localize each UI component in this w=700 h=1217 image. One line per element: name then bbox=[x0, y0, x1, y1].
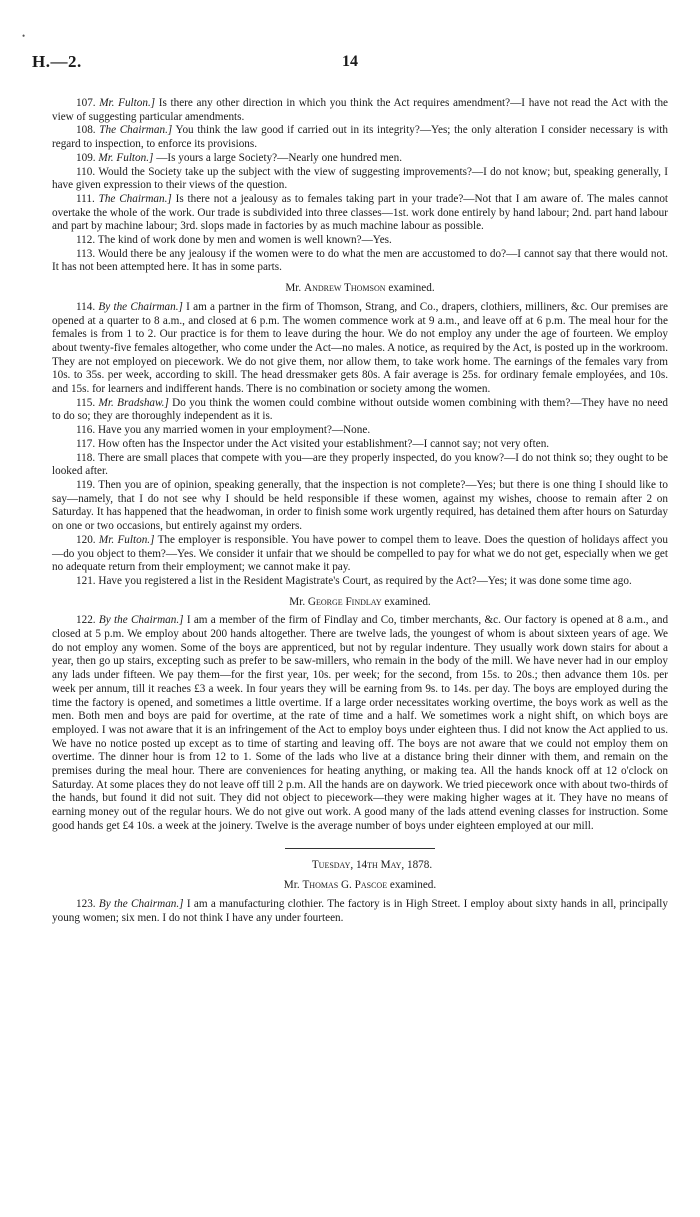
question-paragraph bbox=[52, 614, 668, 833]
speaker-label: By the Chairman.] bbox=[98, 897, 184, 910]
question-number: 118. bbox=[76, 451, 96, 464]
question-number: 111. bbox=[76, 192, 95, 205]
question-number: 113. bbox=[76, 247, 96, 260]
sitting-date: Tuesday, 14th May, 1878. bbox=[311, 858, 433, 871]
paragraph-text: I am a manufacturing clothier. The factory is in High Street. I employ about sixty hands in all, principally young women; six men. I do not think I have any under fourteen. bbox=[52, 897, 669, 924]
speaker-label: Mr. Bradshaw.] bbox=[98, 396, 169, 409]
document-reference: H.—2. bbox=[32, 52, 82, 71]
paragraph-text: Would there be any jealousy if the women were to do what the men are accustomed to do?—I cannot say that there would not. It has not been attempted here. It has in some parts. bbox=[52, 247, 668, 274]
heading-suffix: examined. bbox=[389, 879, 437, 892]
question-paragraph bbox=[52, 248, 668, 275]
witness-name: Thomas G. Pascoe bbox=[302, 879, 388, 892]
question-paragraph bbox=[52, 438, 668, 452]
witness-heading bbox=[52, 879, 668, 893]
question-number: 110. bbox=[76, 165, 96, 178]
paragraph-text: I am a partner in the firm of Thomson, Strang, and Co., drapers, clothiers, milliners, &c. Our premises are opened at a quarter to 8 a.m., and closed at 6 p.m. The women commence work at 9 a.m., and leave off at 6 p.m. The meal hour for the females is from 1 to 2. Our practice is for them to leave during the hour. We do not employ any under the age of fourteen. We employ about twenty-five females altogether, who come under the Act—no males. A notice, as required by the Act, is posted up in the workroom. They are not employed on piecework. We do not give them, nor allow them, to take work home. The earnings of the females vary from 10s. to 35s. per week, according to skill. The head dressmaker gets 80s. A fair average is 25s. for ordinary female employées, and 10s. and 15s. for learners and indifferent hands. There is no combination or society among the women. bbox=[52, 300, 669, 396]
paragraph-text: There are small places that compete with you—are they properly inspected, do you know?—I do not think so; they ought to be looked after. bbox=[52, 451, 668, 478]
question-number: 112. bbox=[76, 234, 96, 247]
paragraph-text: I am a member of the firm of Findlay and Co, timber merchants, &c. Our factory is opened at 8 a.m., and closed at 5 p.m. We employ about 200 hands altogether. There are twelve lads, the youngest of whom is about sixteen years of age. We do not employ any women. Some of the boys are apprenticed, but not by regular indenture. They usually work down stairs for about a year, then go up stairs, excepting such as prefer to be saw-millers, who remain in the body of the mill. We have never had in our employ any lads under fifteen. We pay them—for the first year, 10s. per week; for the second, from 15s. to 20s.; then advance them 10s. per week per annum, till it reaches £3 a week. In four years they will be earning from 9s. to 14s. per day. The boys are employed during the time the factory is opened, and sometimes a little overtime. If a large order necessitates working overtime, the boys work as well as the men. Both men and boys are paid for overtime, at the rate of time and a half. We sometimes work a night shift, on which boys are employed. I was not aware that it is an infringement of the Act to employ boys under eighteen thus. I did not know the Act applied to us. We have no notice posted up except as to time of starting and leaving off. The boys are not aware that we could not employ them on overtime. The dinner hour is from 12 to 1. Some of the lads who live at a distance bring their dinner with them, and remain on the premises during the meal hour. There are conveniences for heating anything, or making tea. All the hands knock off at 12 o'clock on Saturday. At some places they do not leave off till 2 p.m. All the hands are on daywork. We tried piecework once with about two-thirds of the hands, but found it did not suit. They did not object to piecework—they were making higher wages at it. They have no means of earning money out of the regular hours. We do not give out work. A good many of the lads attend evening classes for instruction. Some good hands get £4 10s. a week at the joinery. Twelve is the average number of boys under eighteen employed at our mill. bbox=[52, 614, 669, 832]
speaker-label: Mr. Fulton.] bbox=[99, 97, 156, 109]
question-number: 120. bbox=[76, 533, 96, 546]
paragraph-text: Would the Society take up the subject with the view of suggesting improvements?—I do not know; but, speaking generally, I have given expression to their views of the question. bbox=[52, 165, 668, 192]
paragraph-text: How often has the Inspector under the Act visited your establishment?—I cannot say; not very often. bbox=[97, 437, 550, 450]
speaker-label: The Chairman.] bbox=[99, 124, 173, 137]
paragraph-text: Then you are of opinion, speaking generally, that the inspection is not complete?—Yes; but there is one thing I should like to say—namely, that I do not see why I should be held responsible if these women, against my wishes, choose to remain after 2 on Saturday. It has happened that the headwoman, in order to finish some work urgently required, has detained them after hours on Saturday on one or two occasions, but entirely against my orders. bbox=[52, 478, 668, 533]
heading-suffix: examined. bbox=[388, 282, 435, 295]
paragraph-text: Do you think the women could combine without outside women combining with them?—They have no need to do so; they are thoroughly independent as it is. bbox=[52, 396, 669, 423]
question-number: 114. bbox=[76, 300, 96, 313]
question-paragraph bbox=[52, 124, 668, 151]
question-paragraph bbox=[52, 193, 668, 234]
question-paragraph bbox=[52, 397, 668, 424]
question-number: 121. bbox=[76, 574, 96, 587]
question-paragraph bbox=[52, 479, 668, 534]
document-body bbox=[52, 97, 668, 925]
speaker-label: By the Chairman.] bbox=[98, 614, 184, 627]
question-paragraph bbox=[52, 152, 668, 166]
paragraph-text: The kind of work done by men and women is well known?—Yes. bbox=[97, 234, 392, 247]
question-number: 117. bbox=[76, 437, 96, 450]
heading-prefix: Mr. bbox=[283, 879, 300, 892]
question-number: 123. bbox=[76, 897, 96, 910]
heading-prefix: Mr. bbox=[289, 595, 306, 608]
question-paragraph bbox=[52, 234, 668, 248]
question-paragraph bbox=[52, 452, 668, 479]
question-paragraph bbox=[52, 575, 668, 589]
paragraph-text: Is there not a jealousy as to females taking part in your trade?—Not that I am aware of. The males cannot overtake the whole of the work. Our trade is subdivided into three classes—1st. work done entirely by hand labour; 2nd. part hand labour and part by machine labour; 3rd. slops made in factories by as much machine labour as possible. bbox=[52, 192, 669, 233]
question-number: 122. bbox=[76, 614, 96, 627]
speaker-label: Mr. Fulton.] bbox=[98, 151, 154, 164]
heading-suffix: examined. bbox=[384, 595, 431, 608]
margin-mark: • bbox=[22, 31, 26, 41]
section-divider bbox=[285, 848, 435, 849]
page-number: 14 bbox=[342, 53, 358, 70]
witness-heading bbox=[52, 282, 668, 296]
question-paragraph bbox=[52, 97, 668, 124]
question-paragraph bbox=[52, 534, 668, 575]
paragraph-text: You think the law good if carried out in its integrity?—Yes; the only alteration I consider necessary is with regard to inspection, to enforce its provisions. bbox=[52, 124, 669, 151]
question-paragraph bbox=[52, 898, 668, 925]
paragraph-text: —Is yours a large Society?—Nearly one hundred men. bbox=[156, 151, 403, 164]
paragraph-text: Have you registered a list in the Resident Magistrate's Court, as required by the Act?—Yes; it was done some time ago. bbox=[98, 574, 632, 587]
heading-prefix: Mr. bbox=[285, 282, 302, 295]
question-number: 108. bbox=[76, 124, 96, 137]
witness-name: George Findlay bbox=[307, 595, 382, 608]
paragraph-list bbox=[52, 97, 668, 834]
question-number: 115. bbox=[76, 396, 96, 409]
question-paragraph bbox=[52, 424, 668, 438]
witness-name: Andrew Thomson bbox=[304, 282, 386, 295]
paragraph-text: Is there any other direction in which you think the Act requires amendment?—I have not read the Act with the view of suggesting particular amendments. bbox=[52, 97, 669, 123]
speaker-label: By the Chairman.] bbox=[98, 300, 183, 313]
paragraph-text: Have you any married women in your employment?—None. bbox=[97, 424, 371, 437]
page-header bbox=[32, 52, 668, 77]
question-number: 109. bbox=[76, 151, 96, 164]
question-paragraph bbox=[52, 301, 668, 397]
witness-heading bbox=[52, 596, 668, 610]
paragraph-text: The employer is responsible. You have power to compel them to leave. Does the question of holidays affect you—do you object to them?—Yes. We consider it unfair that we should be compelled to pay for what we do not get, especially when we get no adequate return from their employment; we cannot make it pay. bbox=[52, 533, 668, 574]
question-number: 119. bbox=[76, 478, 96, 491]
question-number: 116. bbox=[76, 424, 96, 437]
speaker-label: The Chairman.] bbox=[98, 192, 172, 205]
question-paragraph bbox=[52, 166, 668, 193]
speaker-label: Mr. Fulton.] bbox=[98, 533, 155, 546]
question-number: 107. bbox=[76, 97, 96, 109]
